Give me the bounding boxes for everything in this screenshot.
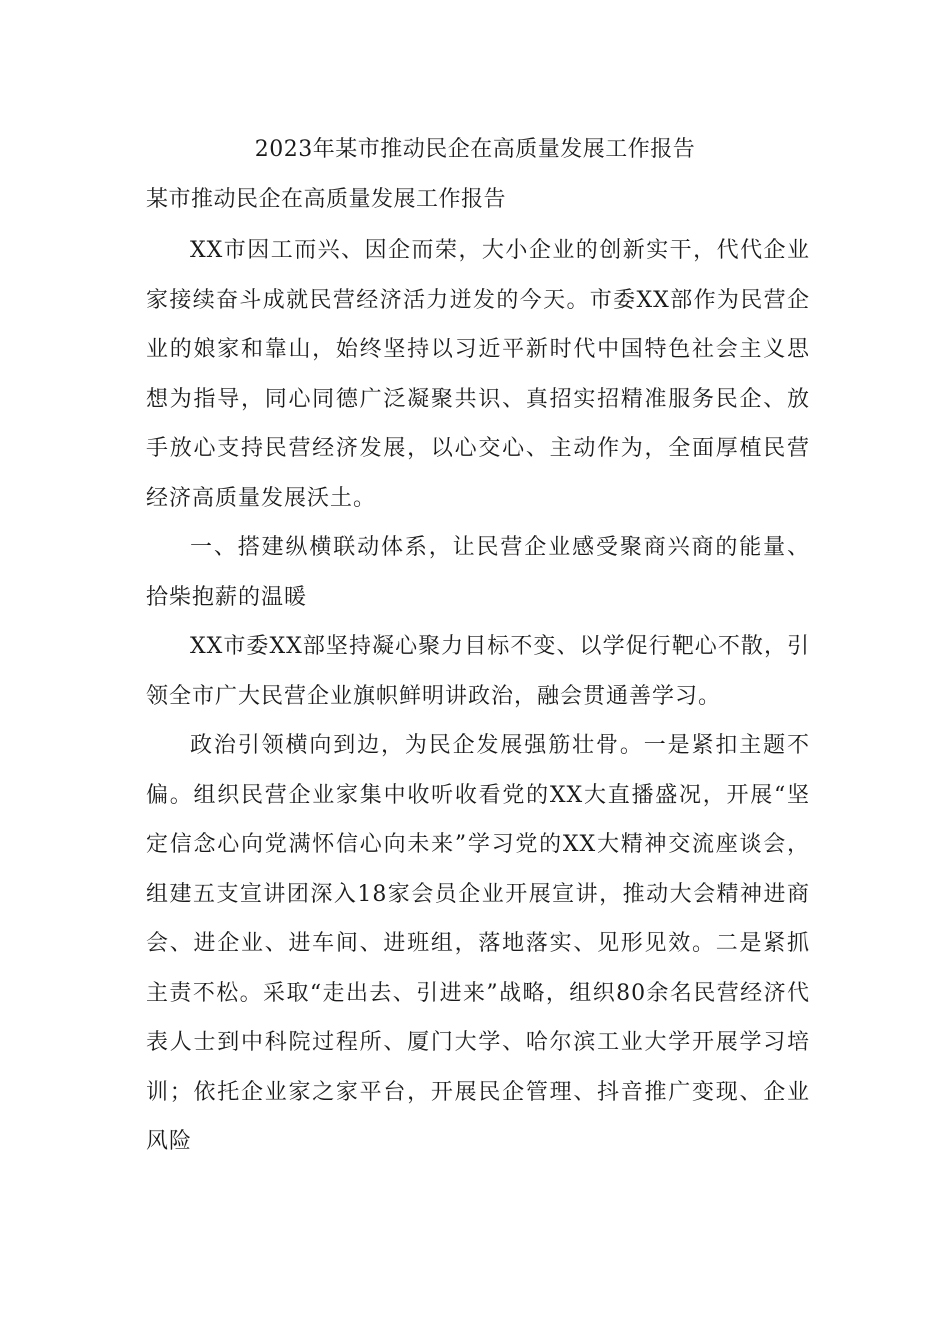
document-title: 2023年某市推动民企在高质量发展工作报告 bbox=[254, 137, 696, 162]
section-heading-1: 一、搭建纵横联动体系，让民营企业感受聚商兴商的能量、拾柴抱薪的温暖 bbox=[146, 535, 810, 610]
document-subtitle: 某市推动民企在高质量发展工作报告 bbox=[146, 187, 507, 212]
paragraph-intro: XX市因工而兴、因企而荣，大小企业的创新实干，代代企业家接续奋斗成就民营经济活力迸发的今天。市委XX部作为民营企业的娘家和靠山，始终坚持以习近平新时代中国特色社会主义思想为指导，同心同德广泛凝聚共识、真招实招精准服务民企、放手放心支持民营经济发展，以心交心、主动作为，全面厚植民营经济高质量发展沃土。 bbox=[146, 238, 810, 511]
paragraph-section-1-intro: XX市委XX部坚持凝心聚力目标不变、以学促行靶心不散，引领全市广大民营企业旗帜鲜明讲政治，融会贯通善学习。 bbox=[146, 634, 810, 709]
paragraph-political-guidance: 政治引领横向到边，为民企发展强筋壮骨。一是紧扣主题不偏。组织民营企业家集中收听收看党的XX大直播盛况，开展“坚定信念心向党满怀信心向未来”学习党的XX大精神交流座谈会，组建五支宣讲团深入18家会员企业开展宣讲，推动大会精神进商会、进企业、进车间、进班组，落地落实、见形见效。二是紧抓主责不松。采取“走出去、引进来”战略，组织80余名民营经济代表人士到中科院过程所、厦门大学、哈尔滨工业大学开展学习培训；依托企业家之家平台，开展民企管理、抖音推广变现、企业风险 bbox=[146, 733, 810, 1154]
document-body bbox=[146, 226, 810, 1167]
